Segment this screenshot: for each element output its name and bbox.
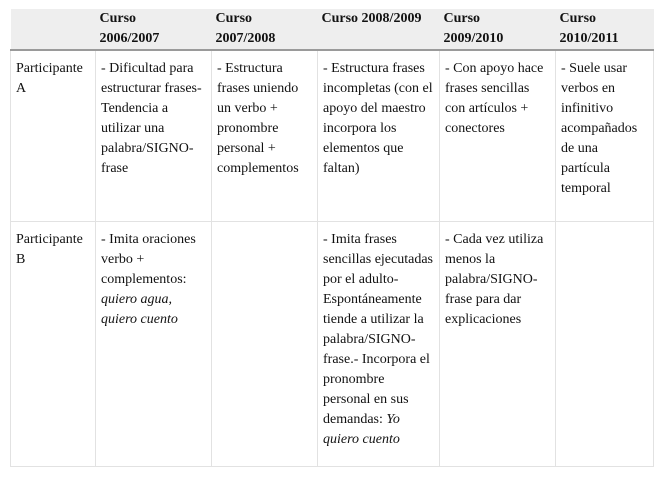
table-row — [11, 222, 654, 467]
participant-a-2009-2010: - Con apoyo hace frases sencillas con artículos + conectores — [440, 50, 556, 222]
participant-a-2010-2011: - Suele usar verbos en infinitivo acompañados de una partícula temporal — [556, 50, 654, 222]
participant-a-2007-2008: - Estructura frases uniendo un verbo + pronombre personal + complementos — [212, 50, 318, 222]
participant-a-2006-2007: - Dificultad para estructurar frases- Tendencia a utilizar una palabra/SIGNO-frase — [96, 50, 212, 222]
participant-b-2006-2007-text: - Imita oraciones verbo + complementos: — [101, 232, 196, 287]
header-curso-2009-2010: Curso 2009/2010 — [440, 9, 556, 50]
header-curso-2008-2009: Curso 2008/2009 — [318, 9, 440, 50]
participant-b-2010-2011 — [556, 222, 654, 467]
participant-b-2007-2008 — [212, 222, 318, 467]
participant-b-2006-2007 — [96, 222, 212, 467]
participant-b-2009-2010: - Cada vez utiliza menos la palabra/SIGNO-frase para dar explicaciones — [440, 222, 556, 467]
table-header-row — [11, 9, 654, 50]
participant-b-2008-2009-example: Yo quiero cuento — [323, 412, 400, 447]
header-curso-2010-2011: Curso 2010/2011 — [556, 9, 654, 50]
participant-a-2008-2009: - Estructura frases incompletas (con el apoyo del maestro incorpora los elementos que faltan) — [318, 50, 440, 222]
header-empty-cell — [11, 9, 96, 50]
participant-b-2008-2009-text: - Imita frases sencillas ejecutadas por el adulto- Espontáneamente tiende a utilizar la palabra/SIGNO-frase.- Incorpora el pronombre personal en sus demandas: — [323, 232, 434, 427]
participant-b-2006-2007-example: quiero agua, quiero cuento — [101, 292, 178, 327]
participant-b-2008-2009 — [318, 222, 440, 467]
header-curso-2006-2007: Curso 2006/2007 — [96, 9, 212, 50]
participant-a-label: Participante A — [11, 50, 96, 222]
participants-progress-table — [10, 9, 654, 467]
comparison-table-container — [10, 9, 653, 467]
participant-b-label: Participante B — [11, 222, 96, 467]
header-curso-2007-2008: Curso 2007/2008 — [212, 9, 318, 50]
table-row — [11, 50, 654, 222]
